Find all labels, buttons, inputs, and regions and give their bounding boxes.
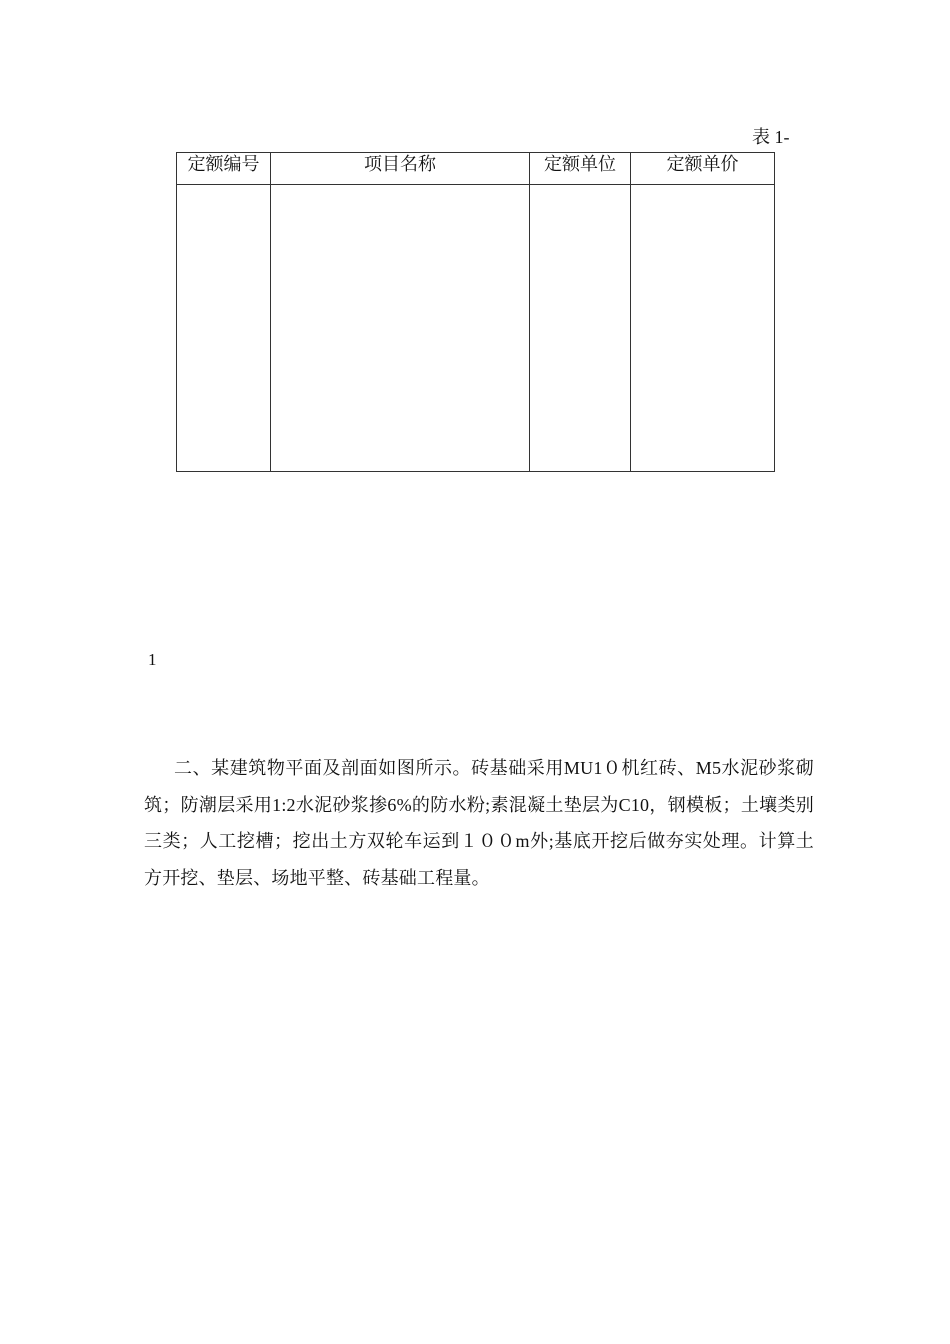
cell-quota-number — [177, 185, 271, 472]
table-header-row — [177, 153, 775, 185]
header-quota-unit-price: 定额单价 — [631, 153, 775, 185]
cell-quota-unit — [530, 185, 631, 472]
cell-item-name — [271, 185, 530, 472]
problem-paragraph: 二、某建筑物平面及剖面如图所示。砖基础采用MU1０机红砖、M5水泥砂浆砌筑；防潮层采用1:2水泥砂浆掺6%的防水粉;素混凝土垫层为C10，钢模板；土壤类别三类；人工挖槽；挖出土方双轮车运到１００m外;基底开挖后做夯实处理。计算土方开挖、垫层、场地平整、砖基础工程量。 — [144, 758, 814, 888]
header-item-name: 项目名称 — [271, 153, 530, 185]
page-number: 1 — [148, 650, 157, 669]
cell-quota-unit-price — [631, 185, 775, 472]
quota-table — [176, 152, 775, 472]
table-row — [177, 185, 775, 472]
table-caption: 表 1- — [752, 127, 790, 147]
header-quota-number: 定额编号 — [177, 153, 271, 185]
header-quota-unit: 定额单位 — [530, 153, 631, 185]
